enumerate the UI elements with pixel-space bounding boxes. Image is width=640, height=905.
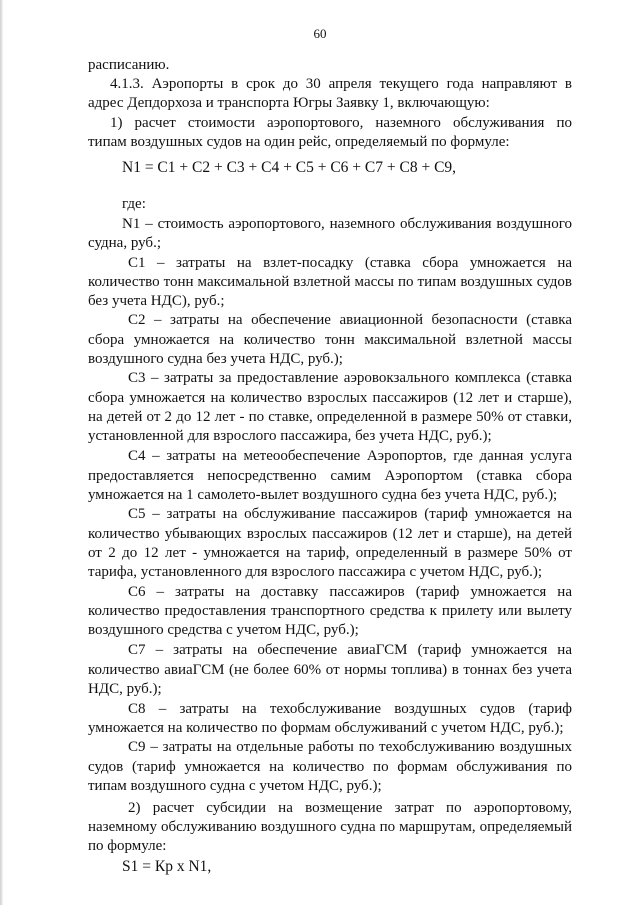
page-number: 60 xyxy=(313,26,327,41)
text-line: наземному обслуживанию воздушного судна по маршрутам, определяемый xyxy=(88,819,572,835)
text-line: С6 – затраты на доставку пассажиров (тариф умножается на xyxy=(128,584,572,600)
text-line: судов (тариф умножается на количество по формам обслуживания по xyxy=(88,759,572,775)
text-line: С7 – затраты на обеспечение авиаГСМ (тариф умножается на xyxy=(128,642,572,658)
text-line: С9 – затраты на отдельные работы по техобслуживанию воздушных xyxy=(128,739,572,755)
text-line: по формуле: xyxy=(88,838,167,854)
text-line: от 2 до 12 лет - умножается на тариф, определенный в размере 50% от xyxy=(88,545,572,561)
text-line: без учета НДС), руб.; xyxy=(88,293,225,309)
text-line: С1 – затраты на взлет-посадку (ставка сбора умножается на xyxy=(128,255,572,271)
formula-s1: S1 = Кр x N1, xyxy=(122,858,212,875)
text-line: С5 – затраты на обслуживание пассажиров (тариф умножается на xyxy=(128,506,572,522)
text-line: расписанию. xyxy=(88,57,170,73)
text-line: сбора умножается на количество тонн максимальной взлетной массы xyxy=(88,332,572,348)
text-line: 2) расчет субсидии на возмещение затрат по аэропортовому, xyxy=(128,800,572,816)
formula-n1: N1 = C1 + C2 + C3 + C4 + C5 + C6 + C7 + C8 + C9, xyxy=(122,159,457,176)
text-line: воздушного средства с учетом НДС, руб.); xyxy=(88,622,359,638)
text-line: количество предоставления транспортного средства к прилету или вылету xyxy=(88,603,572,619)
text-line: умножается на количество по формам обслуживаний с учетом НДС, руб.); xyxy=(88,720,564,736)
text-line: С2 – затраты на обеспечение авиационной безопасности (ставка xyxy=(128,312,572,328)
text-line: где: xyxy=(122,196,146,212)
page-edge-shadow xyxy=(0,0,3,905)
text-line: типам воздушного судна с учетом НДС, руб.); xyxy=(88,778,382,794)
text-line: 1) расчет стоимости аэропортового, наземного обслуживания по xyxy=(110,115,572,131)
text-line: тарифа, установленного для взрослого пассажира с учетом НДС, руб.); xyxy=(88,564,543,580)
text-line: судна, руб.; xyxy=(88,235,161,251)
text-line: НДС, руб.); xyxy=(88,681,162,697)
text-line: адрес Депдорхоза и транспорта Югры Заявку 1, включающую: xyxy=(88,95,490,111)
text-line: типам воздушных судов на один рейс, определяемый по формуле: xyxy=(88,134,510,150)
text-line: количество авиаГСМ (не более 60% от нормы топлива) в тоннах без учета xyxy=(88,662,572,678)
text-line: предоставляется непосредственно самим Аэропортом (ставка сбора xyxy=(88,468,572,484)
text-line: С4 – затраты на метеообеспечение Аэропортов, где данная услуга xyxy=(128,448,572,464)
text-line: воздушного судна без учета НДС, руб.); xyxy=(88,351,343,367)
text-line: на детей от 2 до 12 лет - по ставке, определенной в размере 50% от ставки, xyxy=(88,409,572,425)
text-line: количество убывающих взрослых пассажиров (12 лет и старше), на детей xyxy=(88,526,572,542)
text-line: С8 – затраты на техобслуживание воздушных судов (тариф xyxy=(128,701,572,717)
text-line: количество тонн максимальной взлетной массы по типам воздушных судов xyxy=(88,274,572,290)
text-line: 4.1.3. Аэропорты в срок до 30 апреля текущего года направляют в xyxy=(110,76,572,92)
text-line: сбора умножается на количество взрослых пассажиров (12 лет и старше), xyxy=(88,390,572,406)
text-line: С3 – затраты за предоставление аэровокзального комплекса (ставка xyxy=(128,370,572,386)
text-line: установленной для взрослого пассажира, без учета НДС, руб.); xyxy=(88,428,492,444)
text-line: умножается на 1 самолето-вылет воздушного судна без учета НДС, руб.); xyxy=(88,487,558,503)
text-line: N1 – стоимость аэропортового, наземного обслуживания воздушного xyxy=(122,216,572,232)
